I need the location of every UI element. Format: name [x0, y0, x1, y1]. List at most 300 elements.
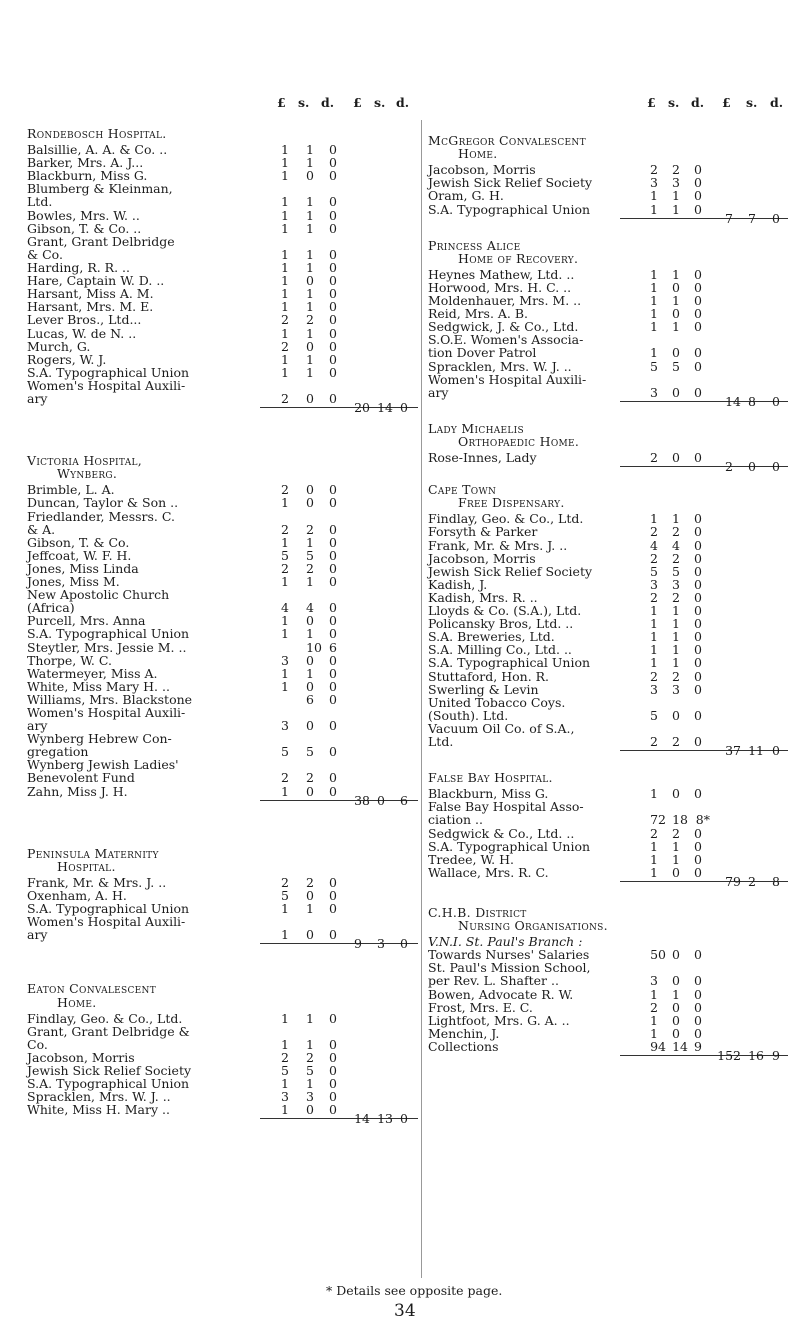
- shillings-value: 0: [306, 273, 314, 289]
- pence-value: 0: [694, 733, 702, 749]
- pence-value: 0: [694, 201, 702, 217]
- entry-label: Lloyds & Co. (S.A.), Ltd.: [428, 603, 582, 618]
- pence-value: 0: [329, 560, 337, 576]
- entry-label: Jones, Miss M.: [27, 574, 120, 589]
- entry-label: White, Miss Mary H. ..: [27, 678, 170, 694]
- shillings-value: 4: [306, 600, 314, 616]
- pounds-value: 1: [281, 220, 289, 236]
- shillings-value: 1: [672, 266, 680, 282]
- pence-value: 0: [329, 299, 337, 315]
- entry-label: Bowen, Advocate R. W.: [428, 986, 574, 1002]
- shillings-value: 1: [306, 155, 314, 171]
- pounds-value: 1: [281, 207, 289, 223]
- pounds-value: 2: [650, 668, 658, 684]
- pence-value: 0: [694, 851, 702, 867]
- pounds-value: 2: [650, 999, 658, 1015]
- pence-value: 0: [329, 574, 337, 589]
- shillings-value: 0: [672, 947, 680, 963]
- pounds-value: 2: [650, 589, 658, 605]
- pence-value: 0: [694, 947, 702, 963]
- total-pence: 0: [772, 393, 780, 409]
- entry-label: St. Paul's Mission School,: [428, 960, 591, 976]
- entry-label: Balsillie, A. A. & Co. ..: [27, 142, 168, 158]
- pence-value: 0: [329, 325, 337, 341]
- pence-value: 0: [694, 629, 702, 645]
- shillings-value: 2: [306, 560, 314, 576]
- shillings-value: 1: [306, 220, 314, 236]
- pence-value: 0: [329, 600, 337, 616]
- pence-value: 0: [329, 168, 337, 184]
- shillings-value: 0: [306, 390, 314, 406]
- shillings-value: 0: [672, 345, 680, 361]
- section-subtitle: Home.: [458, 146, 498, 162]
- pence-value: 0: [694, 162, 702, 178]
- pence-value: 6: [329, 639, 337, 655]
- pence-value: 0: [329, 338, 337, 354]
- pence-value: 0: [694, 825, 702, 841]
- pence-value: 0: [694, 973, 702, 989]
- section-title: Lady Michaelis: [428, 420, 524, 436]
- pence-value: 0: [694, 345, 702, 361]
- shillings-value: 0: [672, 450, 680, 465]
- entry-label: Lever Bros., Ltd...: [27, 312, 142, 328]
- pence-value: 0: [694, 358, 702, 374]
- pounds-value: 5: [281, 1063, 289, 1078]
- subtotal-rule: [620, 466, 788, 467]
- entry-label: New Apostolic Church: [27, 587, 170, 603]
- entry-label-cont: tion Dover Patrol: [428, 345, 537, 361]
- currency-header-shillings: s.: [374, 95, 386, 110]
- pounds-value: 1: [281, 613, 289, 629]
- entry-label: Grant, Grant Delbridge: [27, 233, 175, 249]
- entry-label: Jeffcoat, W. F. H.: [27, 547, 132, 563]
- total-pence: 0: [400, 936, 408, 952]
- section-title: C.H.B. District: [428, 904, 527, 920]
- pounds-value: 1: [650, 293, 658, 308]
- pounds-value: 1: [281, 1010, 289, 1026]
- column-divider: [421, 120, 422, 1278]
- pence-value: 0: [329, 142, 337, 158]
- pounds-value: 4: [281, 600, 289, 616]
- total-pence: 0: [772, 210, 780, 226]
- entry-label: Lightfoot, Mrs. G. A. ..: [428, 1012, 570, 1028]
- pounds-value: 72: [650, 812, 666, 828]
- pence-value: 0: [694, 319, 702, 335]
- pounds-value: 1: [281, 168, 289, 184]
- subtotal-rule: [620, 401, 788, 402]
- pence-value: 0: [329, 691, 337, 707]
- entry-label-cont: Benevolent Fund: [27, 770, 135, 786]
- total-shillings: 16: [748, 1048, 764, 1063]
- entry-label-cont: ciation ..: [428, 812, 483, 828]
- pounds-value: 1: [281, 351, 289, 367]
- pence-value: 0: [329, 207, 337, 223]
- pence-value: 0: [329, 718, 337, 734]
- shillings-value: 0: [672, 864, 680, 880]
- pence-value: 0: [694, 999, 702, 1015]
- currency-header-shillings: s.: [298, 95, 310, 110]
- section-title: False Bay Hospital.: [428, 770, 553, 786]
- pence-value: 0: [329, 770, 337, 786]
- shillings-value: 2: [672, 668, 680, 684]
- shillings-value: 2: [306, 874, 314, 890]
- entry-label-cont: & A.: [27, 521, 56, 537]
- pence-value: 0: [329, 390, 337, 406]
- shillings-value: 0: [306, 678, 314, 694]
- total-pence: 0: [772, 743, 780, 759]
- shillings-value: 1: [672, 188, 680, 204]
- entry-label: Lucas, W. de N. ..: [27, 325, 137, 341]
- shillings-value: 1: [672, 603, 680, 618]
- entry-label: S.A. Typographical Union: [428, 201, 591, 217]
- pounds-value: 1: [281, 927, 289, 943]
- pence-value: 0: [694, 576, 702, 592]
- shillings-value: 1: [306, 286, 314, 302]
- pence-value: 0: [694, 175, 702, 191]
- entry-label: Frank, Mr. & Mrs. J. ..: [27, 874, 167, 890]
- entry-label-cont: ary: [27, 718, 48, 734]
- entry-label: S.A. Milling Co., Ltd. ..: [428, 642, 572, 658]
- pounds-value: 1: [650, 266, 658, 282]
- entry-label: Kadish, J.: [428, 576, 488, 592]
- shillings-value: 0: [306, 927, 314, 943]
- pounds-value: 50: [650, 947, 666, 963]
- currency-header-pounds: £: [277, 95, 286, 110]
- entry-label-cont: ary: [27, 927, 48, 943]
- pence-value: 0: [694, 681, 702, 697]
- pence-value: 0: [694, 986, 702, 1002]
- currency-header-pence: d.: [396, 95, 410, 110]
- total-shillings: 0: [748, 459, 756, 475]
- pounds-value: 5: [650, 707, 658, 723]
- entry-label-cont: Ltd.: [27, 194, 53, 210]
- pence-value: 0: [694, 511, 702, 527]
- subtotal-rule: [260, 1118, 418, 1119]
- currency-header-pounds: £: [647, 95, 656, 110]
- entry-label: Thorpe, W. C.: [27, 652, 112, 668]
- entry-label: Collections: [428, 1038, 499, 1054]
- pence-value: 0: [329, 874, 337, 890]
- entry-label: Spracklen, Mrs. W. J. ..: [428, 358, 572, 374]
- pence-value: 0: [329, 273, 337, 289]
- pounds-value: 94: [650, 1038, 666, 1054]
- pounds-value: 5: [281, 547, 289, 563]
- pence-value: 0: [329, 888, 337, 903]
- entry-label: Jewish Sick Relief Society: [428, 563, 593, 579]
- total-pounds: 14: [354, 1111, 370, 1127]
- pence-value: 0: [329, 246, 337, 262]
- pounds-value: 3: [650, 384, 658, 400]
- entry-label: S.A. Typographical Union: [428, 655, 591, 671]
- pounds-value: 2: [281, 1049, 289, 1065]
- pence-value: 0: [329, 534, 337, 550]
- pence-value: 0: [329, 1010, 337, 1026]
- shillings-value: 1: [672, 838, 680, 854]
- entry-label: Jones, Miss Linda: [27, 560, 139, 576]
- pence-value: 0: [329, 364, 337, 380]
- total-pence: 0: [400, 400, 408, 416]
- total-shillings: 13: [377, 1111, 393, 1127]
- pence-value: 0: [329, 1076, 337, 1092]
- shillings-value: 1: [672, 293, 680, 308]
- pounds-value: 1: [281, 495, 289, 511]
- entry-label: S.A. Typographical Union: [27, 1076, 190, 1092]
- subtotal-rule: [260, 407, 418, 408]
- entry-label: S.A. Typographical Union: [27, 364, 190, 380]
- pence-value: 8*: [695, 812, 710, 828]
- entry-label: Kadish, Mrs. R. ..: [428, 589, 538, 605]
- pence-value: 0: [329, 1049, 337, 1065]
- shillings-value: 0: [672, 999, 680, 1015]
- shillings-value: 2: [306, 770, 314, 786]
- shillings-value: 0: [672, 707, 680, 723]
- pence-value: 0: [329, 155, 337, 171]
- entry-label: Forsyth & Parker: [428, 524, 538, 540]
- pounds-value: 1: [281, 364, 289, 380]
- pounds-value: 2: [281, 338, 289, 354]
- entry-label-cont: ary: [428, 384, 449, 400]
- entry-label: Gibson, T. & Co.: [27, 534, 130, 550]
- total-pounds: 9: [354, 936, 362, 952]
- entry-label: False Bay Hospital Asso-: [428, 799, 584, 815]
- pounds-value: 3: [281, 1089, 289, 1105]
- pounds-value: 1: [650, 838, 658, 854]
- pounds-value: 1: [281, 246, 289, 262]
- entry-label: Wynberg Jewish Ladies': [27, 757, 179, 773]
- entry-label-cont: & Co.: [27, 246, 63, 262]
- section-title: Rondebosch Hospital.: [27, 126, 167, 141]
- shillings-value: 1: [306, 1076, 314, 1092]
- pence-value: 0: [694, 537, 702, 553]
- shillings-value: 0: [306, 718, 314, 734]
- pounds-value: 1: [650, 642, 658, 658]
- entry-label: Jacobson, Morris: [428, 162, 536, 178]
- pounds-value: 1: [281, 534, 289, 550]
- shillings-value: 0: [672, 306, 680, 322]
- entry-label: S.A. Typographical Union: [27, 901, 190, 917]
- subtotal-rule: [620, 218, 788, 219]
- section-subtitle: Hospital.: [57, 858, 116, 874]
- shillings-value: 0: [672, 1025, 680, 1041]
- entry-label: Jewish Sick Relief Society: [27, 1063, 192, 1078]
- entry-label: Horwood, Mrs. H. C. ..: [428, 279, 572, 295]
- pounds-value: 1: [281, 1102, 289, 1118]
- pounds-value: 1: [650, 511, 658, 527]
- shillings-value: 1: [672, 319, 680, 335]
- shillings-value: 1: [306, 364, 314, 380]
- pence-value: 0: [329, 665, 337, 681]
- pence-value: 0: [694, 450, 702, 465]
- shillings-value: 3: [672, 175, 680, 191]
- entry-label: Moldenhauer, Mrs. M. ..: [428, 293, 582, 308]
- entry-label-cont: ary: [27, 390, 48, 406]
- shillings-value: 10: [306, 639, 322, 655]
- pence-value: 0: [694, 642, 702, 658]
- subtotal-rule: [260, 800, 418, 801]
- currency-header-pence: d.: [691, 95, 705, 110]
- pounds-value: 1: [281, 783, 289, 799]
- pence-value: 0: [329, 521, 337, 537]
- shillings-value: 1: [306, 626, 314, 642]
- pounds-value: 2: [650, 524, 658, 540]
- shillings-value: 0: [672, 973, 680, 989]
- shillings-value: 0: [306, 783, 314, 799]
- entry-label: Bowles, Mrs. W. ..: [27, 207, 140, 223]
- entry-label: Jewish Sick Relief Society: [428, 175, 593, 191]
- entry-label: Stuttaford, Hon. R.: [428, 668, 550, 684]
- pounds-value: 1: [650, 986, 658, 1002]
- pounds-value: 2: [281, 560, 289, 576]
- entry-label: S.A. Typographical Union: [428, 838, 591, 854]
- total-pounds: 79: [725, 873, 741, 889]
- total-shillings: 14: [377, 400, 393, 416]
- shillings-value: 0: [306, 168, 314, 184]
- total-pence: 8: [772, 873, 780, 889]
- pounds-value: 2: [281, 482, 289, 498]
- section-title: McGregor Convalescent: [428, 133, 586, 148]
- entry-label: Wynberg Hebrew Con-: [27, 731, 172, 747]
- pounds-value: 1: [650, 345, 658, 361]
- pounds-value: 1: [650, 279, 658, 295]
- entry-label: S.A. Breweries, Ltd.: [428, 629, 555, 645]
- pounds-value: 5: [281, 888, 289, 903]
- pounds-value: 1: [650, 655, 658, 671]
- pence-value: 0: [329, 626, 337, 642]
- pounds-value: 1: [650, 1012, 658, 1028]
- pence-value: 0: [694, 524, 702, 540]
- entry-label: Harsant, Mrs. M. E.: [27, 299, 154, 315]
- shillings-value: 0: [306, 888, 314, 903]
- total-pounds: 2: [725, 459, 733, 475]
- section-title: Princess Alice: [428, 237, 521, 253]
- entry-label: Frost, Mrs. E. C.: [428, 999, 533, 1015]
- section-title: Peninsula Maternity: [27, 845, 159, 861]
- entry-label: Hare, Captain W. D. ..: [27, 273, 165, 289]
- pounds-value: 1: [650, 188, 658, 204]
- entry-label: Heynes Mathew, Ltd. ..: [428, 266, 575, 282]
- pence-value: 0: [329, 1063, 337, 1078]
- shillings-value: 1: [306, 194, 314, 210]
- pence-value: 9: [694, 1038, 702, 1054]
- shillings-value: 0: [672, 1012, 680, 1028]
- entry-label: Sedgwick, J. & Co., Ltd.: [428, 319, 579, 335]
- entry-label: Rogers, W. J.: [27, 351, 107, 367]
- pounds-value: 5: [650, 563, 658, 579]
- shillings-value: 0: [672, 384, 680, 400]
- shillings-value: 0: [306, 1102, 314, 1118]
- pence-value: 0: [694, 306, 702, 322]
- entry-label: United Tobacco Coys.: [428, 694, 566, 710]
- entry-label: Towards Nurses' Salaries: [428, 947, 590, 963]
- pounds-value: 1: [650, 201, 658, 217]
- pounds-value: 3: [281, 652, 289, 668]
- section-title: Cape Town: [428, 482, 497, 498]
- entry-label: Grant, Grant Delbridge &: [27, 1023, 190, 1039]
- shillings-value: 1: [306, 574, 314, 589]
- entry-label: V.N.I. St. Paul's Branch :: [428, 934, 583, 950]
- total-shillings: 0: [377, 792, 385, 808]
- entry-label-cont: per Rev. L. Shafter ..: [428, 973, 559, 989]
- entry-label: Jacobson, Morris: [428, 550, 536, 566]
- entry-label: Oram, G. H.: [428, 188, 504, 204]
- total-pounds: 7: [725, 210, 733, 226]
- total-pounds: 37: [725, 743, 741, 759]
- pence-value: 0: [694, 655, 702, 671]
- entry-label: Sedgwick & Co., Ltd. ..: [428, 825, 575, 841]
- shillings-value: 0: [306, 495, 314, 511]
- pounds-value: 5: [281, 744, 289, 760]
- shillings-value: 0: [306, 482, 314, 498]
- entry-label-cont: Ltd.: [428, 733, 454, 749]
- shillings-value: 2: [672, 162, 680, 178]
- pounds-value: 3: [650, 681, 658, 697]
- shillings-value: 1: [306, 246, 314, 262]
- pence-value: 0: [694, 550, 702, 566]
- pounds-value: 2: [281, 312, 289, 328]
- pence-value: 0: [694, 279, 702, 295]
- currency-header-pence: d.: [321, 95, 335, 110]
- shillings-value: 5: [672, 358, 680, 374]
- shillings-value: 5: [306, 1063, 314, 1078]
- pence-value: 0: [329, 312, 337, 328]
- pounds-value: 1: [281, 901, 289, 917]
- pence-value: 0: [329, 783, 337, 799]
- section-subtitle: Home of Recovery.: [458, 250, 579, 266]
- shillings-value: 3: [672, 681, 680, 697]
- pence-value: 0: [694, 293, 702, 308]
- entry-label: Oxenham, A. H.: [27, 888, 127, 903]
- pence-value: 0: [694, 603, 702, 618]
- pounds-value: 2: [281, 390, 289, 406]
- entry-label: Menchin, J.: [428, 1025, 500, 1041]
- entry-label: Women's Hospital Auxili-: [27, 705, 186, 720]
- pounds-value: 3: [650, 175, 658, 191]
- total-pounds: 152: [717, 1048, 741, 1063]
- section-title: Victoria Hospital,: [27, 453, 143, 469]
- page-number: 34: [394, 1301, 416, 1321]
- pounds-value: 1: [281, 665, 289, 681]
- pounds-value: 1: [281, 574, 289, 589]
- pounds-value: 1: [281, 299, 289, 315]
- shillings-value: 2: [306, 312, 314, 328]
- shillings-value: 1: [306, 351, 314, 367]
- shillings-value: 1: [306, 260, 314, 275]
- shillings-value: 1: [306, 534, 314, 550]
- pence-value: 0: [694, 266, 702, 282]
- entry-label: Blackburn, Miss G.: [27, 168, 148, 184]
- pounds-value: 1: [281, 142, 289, 158]
- total-pence: 9: [772, 1048, 780, 1063]
- currency-header-pounds: £: [722, 95, 731, 110]
- entry-label: Steytler, Mrs. Jessie M. ..: [27, 639, 187, 655]
- pence-value: 0: [694, 589, 702, 605]
- pounds-value: 1: [281, 286, 289, 302]
- pounds-value: 1: [281, 260, 289, 275]
- pounds-value: 2: [281, 874, 289, 890]
- pence-value: 0: [329, 351, 337, 367]
- pence-value: 0: [329, 260, 337, 275]
- shillings-value: 2: [672, 524, 680, 540]
- entry-label: Frank, Mr. & Mrs. J. ..: [428, 537, 568, 553]
- pounds-value: 2: [650, 450, 658, 465]
- entry-label: Harding, R. R. ..: [27, 260, 130, 275]
- shillings-value: 2: [306, 521, 314, 537]
- pounds-value: 1: [650, 786, 658, 802]
- entry-label: Murch, G.: [27, 338, 91, 354]
- entry-label: Blackburn, Miss G.: [428, 786, 549, 802]
- pence-value: 0: [694, 707, 702, 723]
- shillings-value: 5: [306, 547, 314, 563]
